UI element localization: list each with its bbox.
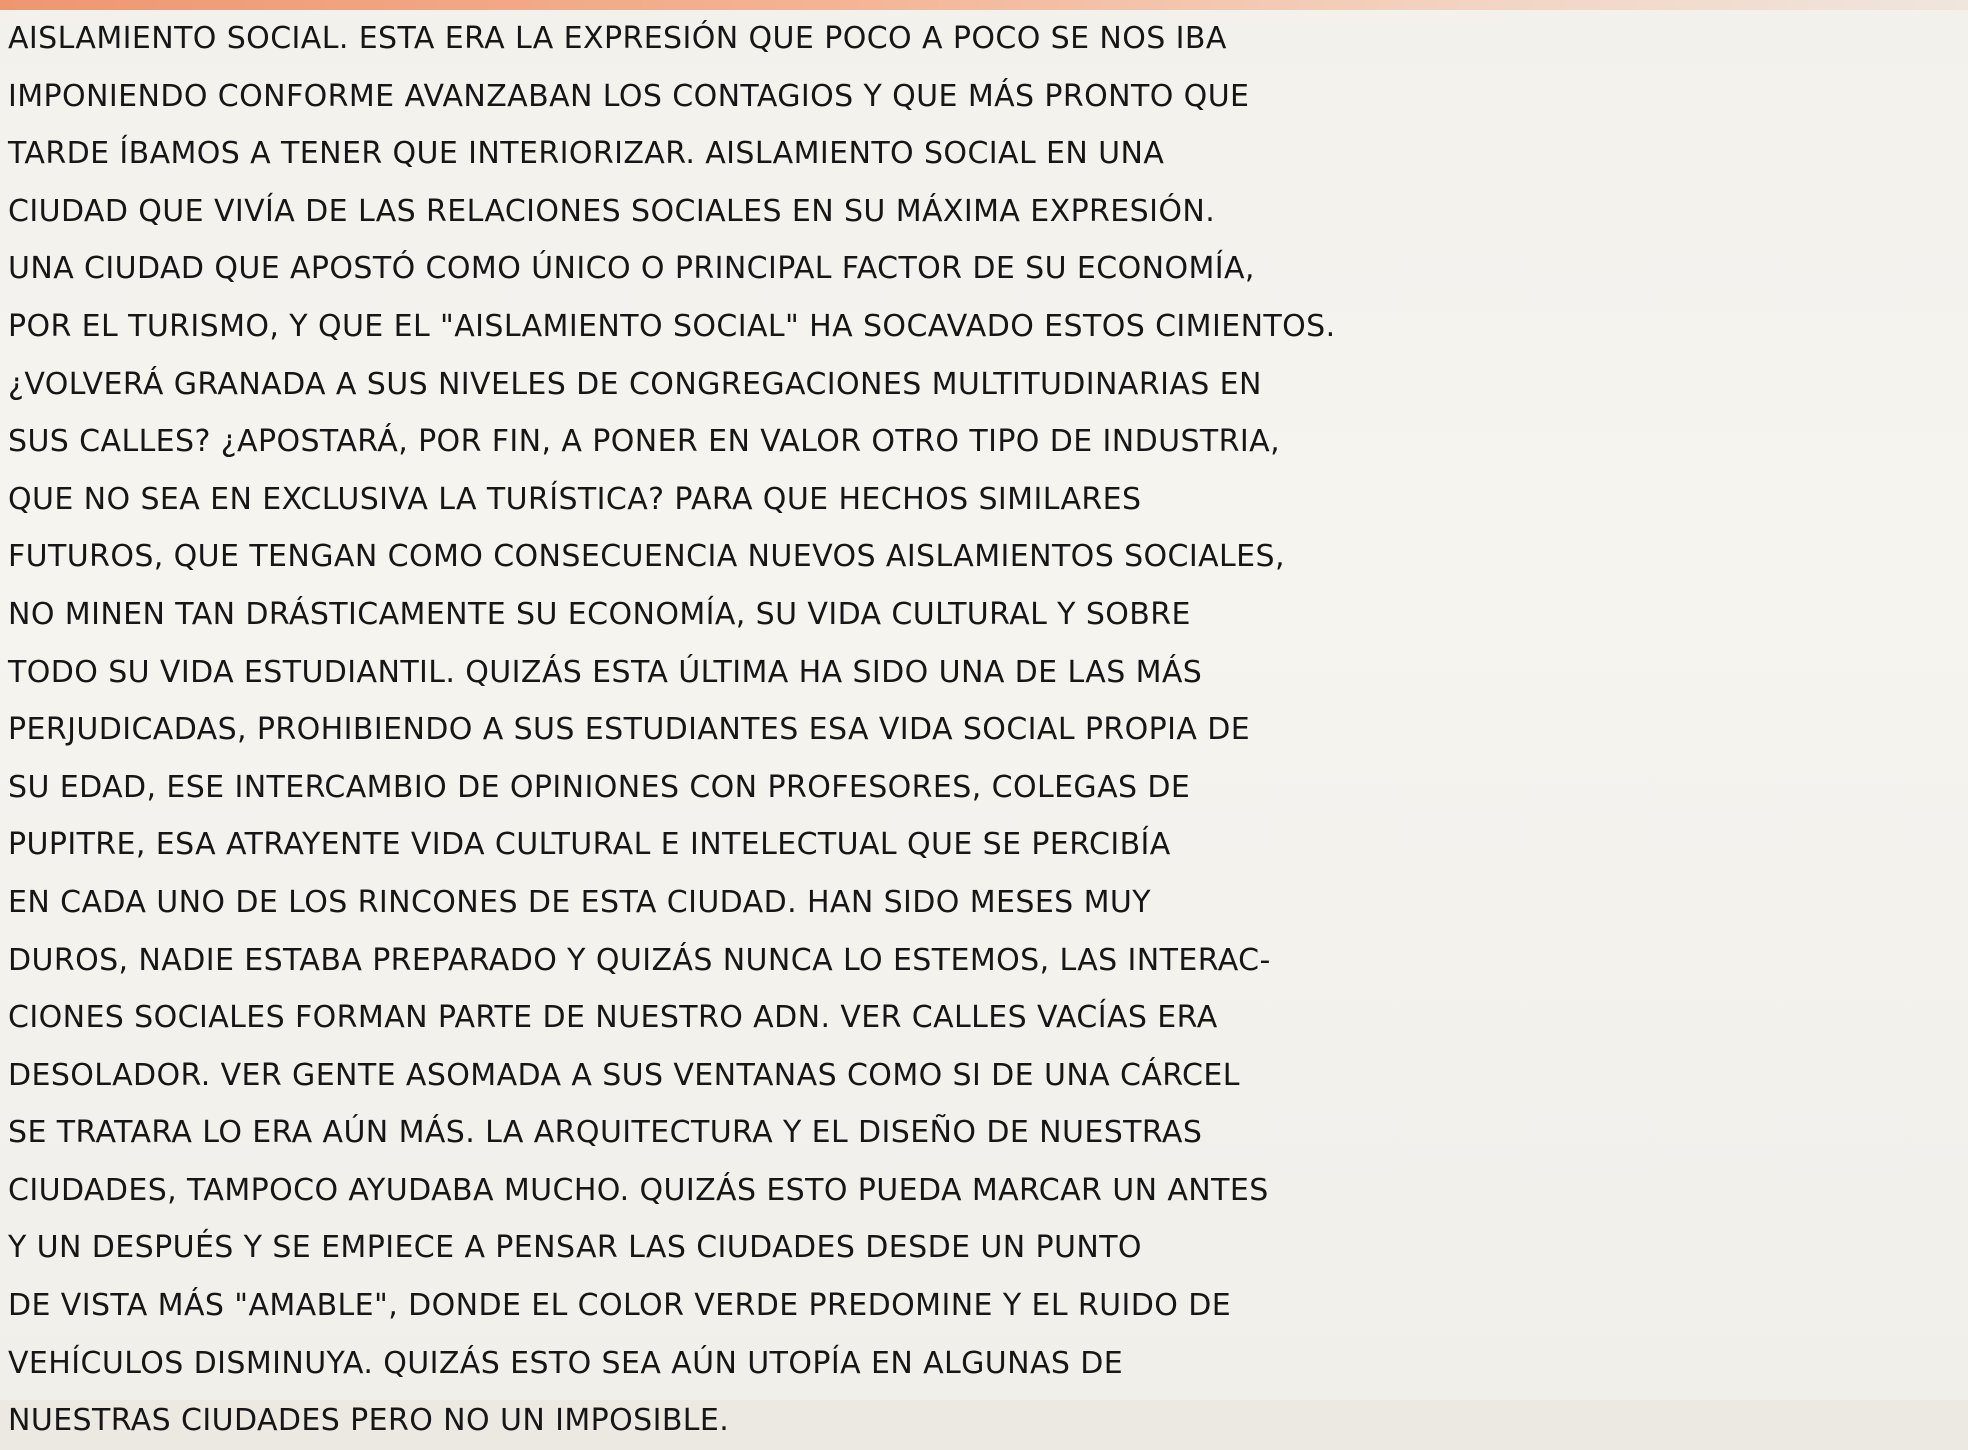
text-line: Y UN DESPUÉS Y SE EMPIECE A PENSAR LAS CIUDADES DESDE UN PUNTO bbox=[8, 1230, 1142, 1266]
text-line: FUTUROS, QUE TENGAN COMO CONSECUENCIA NUEVOS AISLAMIENTOS SOCIALES, bbox=[8, 539, 1285, 575]
text-line: PERJUDICADAS, PROHIBIENDO A SUS ESTUDIANTES ESA VIDA SOCIAL PROPIA DE bbox=[8, 712, 1251, 748]
paper-top-edge bbox=[0, 0, 1968, 10]
text-line: CIUDADES, TAMPOCO AYUDABA MUCHO. QUIZÁS ESTO PUEDA MARCAR UN ANTES bbox=[8, 1172, 1269, 1208]
text-line: QUE NO SEA EN EXCLUSIVA LA TURÍSTICA? PARA QUE HECHOS SIMILARES bbox=[8, 481, 1142, 517]
text-line: SE TRATARA LO ERA AÚN MÁS. LA ARQUITECTURA Y EL DISEÑO DE NUESTRAS bbox=[8, 1115, 1203, 1151]
text-line: AISLAMIENTO SOCIAL. ESTA ERA LA EXPRESIÓN QUE POCO A POCO SE NOS IBA bbox=[8, 21, 1227, 56]
text-line: SUS CALLES? ¿APOSTARÁ, POR FIN, A PONER EN VALOR OTRO TIPO DE INDUSTRIA, bbox=[8, 424, 1281, 460]
text-line: EN CADA UNO DE LOS RINCONES DE ESTA CIUDAD. HAN SIDO MESES MUY bbox=[8, 884, 1151, 920]
text-line: POR EL TURISMO, Y QUE EL "AISLAMIENTO SOCIAL" HA SOCAVADO ESTOS CIMIENTOS. bbox=[8, 308, 1336, 344]
text-line: IMPONIENDO CONFORME AVANZABAN LOS CONTAGIOS Y QUE MÁS PRONTO QUE bbox=[8, 78, 1250, 114]
text-line: NUESTRAS CIUDADES PERO NO UN IMPOSIBLE. bbox=[8, 1403, 730, 1439]
text-line: DE VISTA MÁS "AMABLE", DONDE EL COLOR VERDE PREDOMINE Y EL RUIDO DE bbox=[8, 1288, 1232, 1324]
handwritten-text-block bbox=[8, 10, 1958, 1450]
text-line: VEHÍCULOS DISMINUYA. QUIZÁS ESTO SEA AÚN UTOPÍA EN ALGUNAS DE bbox=[8, 1345, 1124, 1381]
text-line: NO MINEN TAN DRÁSTICAMENTE SU ECONOMÍA, SU VIDA CULTURAL Y SOBRE bbox=[8, 596, 1191, 632]
text-line: ¿VOLVERÁ GRANADA A SUS NIVELES DE CONGREGACIONES MULTITUDINARIAS EN bbox=[8, 366, 1262, 402]
text-line: DUROS, NADIE ESTABA PREPARADO Y QUIZÁS NUNCA LO ESTEMOS, LAS INTERAC- bbox=[8, 942, 1271, 978]
text-line: PUPITRE, ESA ATRAYENTE VIDA CULTURAL E INTELECTUAL QUE SE PERCIBÍA bbox=[8, 827, 1171, 863]
text-line: UNA CIUDAD QUE APOSTÓ COMO ÚNICO O PRINCIPAL FACTOR DE SU ECONOMÍA, bbox=[8, 251, 1255, 287]
text-line: CIONES SOCIALES FORMAN PARTE DE NUESTRO ADN. VER CALLES VACÍAS ERA bbox=[8, 1000, 1218, 1036]
text-line: SU EDAD, ESE INTERCAMBIO DE OPINIONES CON PROFESORES, COLEGAS DE bbox=[8, 769, 1191, 805]
text-line: CIUDAD QUE VIVÍA DE LAS RELACIONES SOCIALES EN SU MÁXIMA EXPRESIÓN. bbox=[8, 193, 1216, 229]
text-line: TARDE ÍBAMOS A TENER QUE INTERIORIZAR. AISLAMIENTO SOCIAL EN UNA bbox=[8, 136, 1165, 172]
text-line: TODO SU VIDA ESTUDIANTIL. QUIZÁS ESTA ÚLTIMA HA SIDO UNA DE LAS MÁS bbox=[8, 654, 1203, 690]
text-line: DESOLADOR. VER GENTE ASOMADA A SUS VENTANAS COMO SI DE UNA CÁRCEL bbox=[8, 1057, 1240, 1093]
